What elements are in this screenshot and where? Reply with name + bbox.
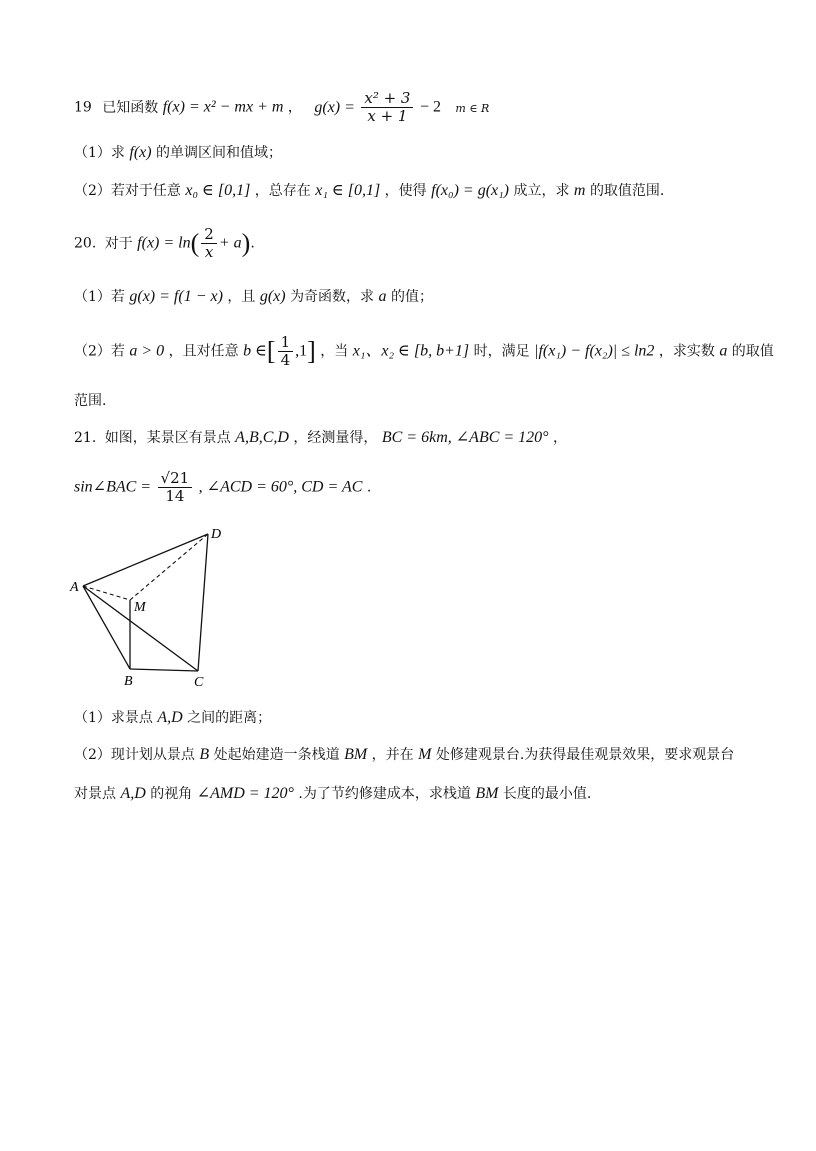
- q21-intro: 如图，某景区有景点: [104, 430, 231, 446]
- q21-p3-a: 对景点: [74, 786, 116, 802]
- q19-p2-a: （2）若对于任意: [74, 183, 181, 199]
- q21-p3-ad: A,D: [120, 785, 146, 802]
- q21-given1: BC = 6km, ∠ABC = 120°: [381, 429, 549, 446]
- q21-p1-ad: A,D: [157, 709, 183, 726]
- q19-g-prefix: g(x) =: [314, 98, 355, 116]
- q20-p2-a-var: a: [719, 342, 728, 360]
- q20-part1: [74, 286, 433, 306]
- q21-measured: ，经测量得，: [293, 430, 378, 446]
- q21-points: A,B,C,D: [235, 429, 289, 446]
- q21-given2-end: .: [366, 479, 372, 496]
- segment-MD-dashed: [130, 534, 208, 600]
- q20-fraction: [201, 226, 217, 261]
- q19-part2: [74, 180, 664, 200]
- q19-g-suffix: − 2: [419, 98, 441, 116]
- q19-g-numerator: x² + 3: [361, 90, 413, 108]
- geometry-diagram: [60, 520, 240, 692]
- q20-p2-xs: x₁、x₂ ∈ [b, b+1]: [352, 342, 470, 360]
- q19-p1-text: 的单调区间和值域；: [156, 145, 283, 161]
- q19-p2-c: ，使得: [384, 183, 427, 199]
- q21-part2: [74, 744, 734, 764]
- label-D: D: [211, 527, 222, 542]
- q20-p2-e: ，求实数: [658, 343, 715, 360]
- q21-given2: , ∠ACD = 60°, CD = AC: [198, 478, 363, 496]
- q21-sin-num: √21: [158, 470, 193, 488]
- q21-sin-fraction: [158, 470, 193, 505]
- q21-p3-angle: ∠AMD = 120°: [196, 785, 294, 802]
- q19-g-fraction: [361, 90, 413, 125]
- q19-stem: [74, 90, 489, 125]
- q20-p2-wrap: 范围.: [74, 393, 107, 409]
- q21-p2-BM: BM: [344, 746, 368, 763]
- q20-p2-f: 的取值: [731, 343, 774, 360]
- q20-p2-frac-num: 1: [278, 334, 294, 352]
- q19-p2-eq: f(x₀) = g(x₁): [431, 182, 510, 199]
- q19-number: 19: [74, 99, 92, 116]
- q19-p2-m: m: [573, 182, 586, 199]
- q20-p2-ineq: |f(x₁) − f(x₂)| ≤ ln2: [534, 342, 655, 360]
- q20-part2: （2）若 a > 0 ，且对任意 b ∈[ $\frac{1}{4}$ ,1] ，当 x₁、x₂ ∈ [b, b+1] 时，满足 |f(x₁) − f(x₂)| ≤ ln2 ，求实数 a 的取值: [74, 333, 774, 369]
- q19-part1: [74, 142, 282, 162]
- q21-part1: [74, 707, 271, 727]
- q20-p2-d: 时，满足: [473, 343, 530, 360]
- q21-p2-d: 处修建观景台.为获得最佳观景效果，要求观景台: [435, 747, 735, 763]
- q21-p2-c: ，并在: [371, 747, 414, 763]
- q21-part2-line2: [74, 783, 591, 803]
- q21-p2-B: B: [199, 746, 210, 763]
- q19-separator: ，: [287, 99, 302, 116]
- q19-p2-d: 成立，求: [513, 183, 570, 199]
- q19-m-condition: m ∈ R: [455, 101, 490, 115]
- q20-number: 20.: [74, 235, 97, 252]
- q19-p2-x0: x₀ ∈ [0,1]: [185, 182, 251, 199]
- q20-p2-a: （2）若: [74, 343, 125, 360]
- q19-intro: 已知函数: [102, 99, 159, 116]
- segment-DC: [198, 534, 208, 671]
- q21-p1-a: （1）求景点: [74, 710, 153, 726]
- segment-BC: [130, 669, 198, 671]
- q20-frac-num: 2: [201, 226, 217, 244]
- segment-AC: [83, 586, 198, 671]
- q21-p3-b: 的视角: [150, 786, 193, 802]
- q20-part2-wrap: [74, 390, 106, 410]
- q20-p2-b: ，且对任意: [168, 343, 239, 360]
- q20-intro: 对于: [104, 235, 133, 252]
- q19-p2-x1: x₁ ∈ [0,1]: [315, 182, 381, 199]
- q20-end: .: [250, 235, 255, 252]
- q20-p1-d: 的值；: [390, 289, 433, 305]
- q20-p1-gx: g(x): [259, 288, 286, 305]
- q21-number: 21.: [74, 430, 97, 446]
- q19-p1-f: f(x): [129, 144, 152, 161]
- q20-p2-int-end: ,1: [295, 342, 308, 360]
- label-A: A: [70, 580, 79, 595]
- q20-f-prefix: f(x) = ln: [137, 234, 191, 252]
- segment-AD: [83, 534, 208, 586]
- q19-p2-b: ，总存在: [254, 183, 311, 199]
- q21-sin-den: 14: [165, 487, 185, 505]
- q19-p2-e: 的取值范围.: [589, 183, 665, 199]
- segment-AB: [83, 586, 130, 669]
- q21-p1-b: 之间的距离；: [187, 710, 272, 726]
- q20-frac-den: x: [204, 243, 214, 261]
- q20-p1-b: ，且: [227, 289, 256, 305]
- q21-stem: [74, 427, 567, 447]
- q20-p1-g: g(x) = f(1 − x): [129, 288, 223, 305]
- q20-p2-cond: a > 0: [129, 342, 165, 360]
- q21-p3-c: .为了节约修建成本，求栈道: [298, 786, 471, 802]
- q21-comma: ，: [553, 430, 568, 446]
- q21-given-line2: [74, 470, 371, 505]
- q19-p1-label: （1）求: [74, 145, 125, 161]
- q20-p1-a-var: a: [378, 288, 387, 305]
- label-M: M: [134, 600, 146, 615]
- q21-p2-b: 处起始建造一条栈道: [213, 747, 340, 763]
- q21-p3-d: 长度的最小值.: [502, 786, 592, 802]
- q20-p1-c: 为奇函数，求: [290, 289, 375, 305]
- q21-sin-prefix: sin∠BAC =: [74, 478, 152, 496]
- q21-p2-a: （2）现计划从景点: [74, 747, 195, 763]
- q21-p3-BM: BM: [475, 785, 499, 802]
- q20-stem: 20. 对于 f(x) = ln( $\frac{2}{x}$ + a).: [74, 225, 255, 261]
- q20-p2-bin: b ∈: [243, 342, 267, 360]
- label-C: C: [194, 675, 204, 690]
- q20-p2-c: ，当: [320, 343, 349, 360]
- q20-p2-frac-den: 4: [280, 351, 291, 369]
- q20-f-suffix: + a: [218, 234, 242, 252]
- q21-p2-M: M: [418, 746, 432, 763]
- label-B: B: [124, 674, 133, 689]
- q19-f-def: f(x) = x² − mx + m: [162, 98, 284, 116]
- q20-p1-a: （1）若: [74, 289, 125, 305]
- q19-g-denominator: x + 1: [367, 107, 408, 125]
- q20-p2-fraction: [278, 334, 294, 369]
